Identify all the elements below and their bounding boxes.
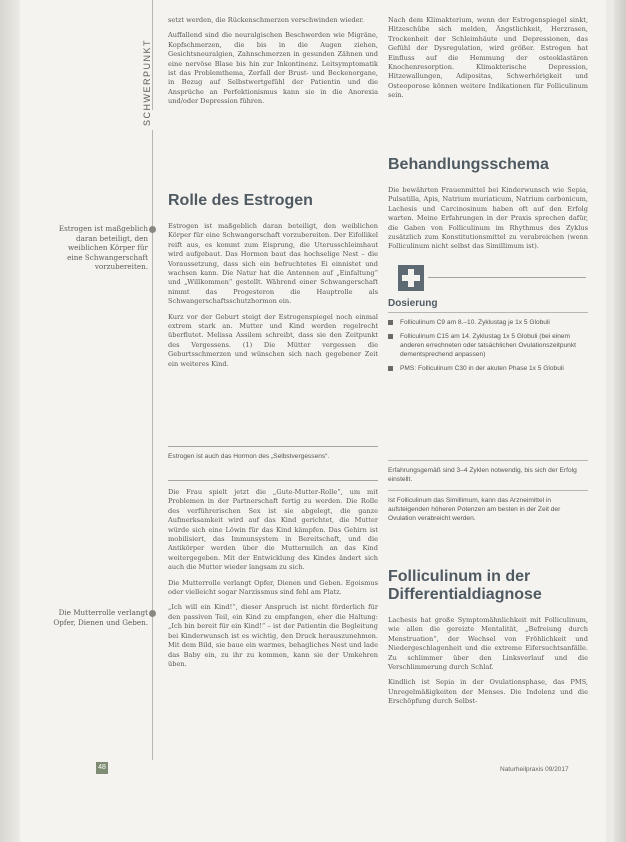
square-bullet-icon xyxy=(388,366,393,371)
callout-rule-top xyxy=(168,446,378,447)
page-number: 48 xyxy=(96,762,108,774)
right-column-intro xyxy=(388,16,588,107)
heading-rolle-des-estrogen: Rolle des Estrogen xyxy=(168,192,313,209)
paragraph: Die bewährten Frauenmittel bei Kinderwunsch wie Sepia, Pulsatilla, Apis, Natrium muriaticum, Natrium carbonicum, Lachesis und Carcinosinum haben oft auf den Erfolg warten. Meine Erfahrungen in der Praxis sprechen dafür, die Gaben von Folliculinum im Rhythmus des Zyklus zusätzlich zum Konstitutionsmittel zu verabreichen (wenn Folliculinum nicht selbst das Simillimum ist). xyxy=(388,186,588,251)
dosage-rule xyxy=(388,312,588,313)
dosage-rule xyxy=(388,460,588,461)
paragraph: setzt werden, die Rückenschmerzen verschwinden wieder. xyxy=(168,16,365,24)
page-edge-shadow xyxy=(614,0,626,842)
paragraph: Kurz vor der Geburt steigt der Estrogenspiegel noch einmal extrem stark an. Mutter und Kind werden regelrecht überflutet. Melissa Assilem schreibt, dass sie den Zeitpunkt des Vergessens. (1) Die Mütter vergessen die Geburtsschmerzen und wünschen sich nach gegebener Zeit ein weiteres Kind. xyxy=(168,312,378,368)
dosage-note: Ist Folliculinum das Simillimum, kann das Arzneimittel in aufsteigenden höheren Potenzen am besten in der Zeit der Ovulation verabreicht werden. xyxy=(388,497,561,522)
margin-note-marker xyxy=(149,226,156,233)
heading-dosierung: Dosierung xyxy=(388,298,438,309)
paragraph: Nach dem Klimakterium, wenn der Estrogenspiegel sinkt, Hitzeschübe sich melden, Ängstlichkeit, Herzrasen, Trockenheit der Schleimhäute und Depressionen, das Gefühl der Dysregulation, wird größer. Estrogen hat Einfluss auf die Hemmung der osteoklastären Knochenresorption. Klimakterische Depression, Hitzewallungen, Adipositas, Schwerhörigkeit und Osteoporose können weitere Indikationen für Folliculinum sein. xyxy=(388,16,588,100)
margin-note-marker xyxy=(149,610,156,617)
paragraph: Die Mutterrolle verlangt Opfer, Dienen und Geben. Egoismus oder vielleicht sogar Narzissmus sind fehl am Platz. xyxy=(168,578,378,597)
footer-text: Naturheilpraxis 09/2017 xyxy=(500,766,569,773)
side-rule-top xyxy=(152,0,153,110)
list-item: Folliculinum C15 am 14. Zyklustag 1x 5 Globuli (bei einem anderen errechneten oder tatsächlichen Ovulationszeitpunkt dementsprechend anpassen) xyxy=(388,332,588,359)
left-column-after xyxy=(168,488,378,675)
pull-quote: Estrogen ist auch das Hormon des „Selbstvergessens“. xyxy=(168,453,330,460)
margin-note-estrogen: Estrogen ist maßgeblich daran beteiligt, den weiblichen Körper für eine Schwangerschaft vorzubereiten. xyxy=(58,224,148,272)
heading-differentialdiagnose: Folliculinum in der Differentialdiagnose xyxy=(388,568,542,603)
list-item: Folliculinum C9 am 8.–10. Zyklustag je 1x 5 Globuli xyxy=(388,318,588,327)
section-tag: SCHWERPUNKT xyxy=(142,38,152,126)
paragraph: Estrogen ist maßgeblich daran beteiligt, den weiblichen Körper für eine Schwangerschaft vorzubereiten. Der Eifollikel reift aus, es kommt zum Eisprung, die Uterusschleimhaut wird aufgebaut. Das Hormon baut das hochselige Nest – die Voraussetzung, dass sich ein befruchtetes Ei einnistet und wachsen kann. Die Natur hat die Antennen auf „Einfaltung“ und „Willkommen“ gestellt. Während einer Schwangerschaft nimmt das Progesteron die Hauptrolle als Schwangerschaftsschutzhormon ein. xyxy=(168,222,378,306)
callout-rule-bottom xyxy=(168,480,378,481)
dosage-list xyxy=(388,318,588,373)
list-item: PMS: Folliculinum C30 in der akuten Phase 1x 5 Globuli xyxy=(388,364,588,373)
paragraph: Lachesis hat große Symptomähnlichkeit mit Folliculinum, wie allen die gereizte Mentalität, „Befreiung durch Menstruation“, der Wechsel von Fröhlichkeit und Niedergeschlagenheit und die extreme Eifersuchtsanfälle. Zu schlimmer über den Linksverlauf und die Verschlimmerung durch Schlaf. xyxy=(388,616,588,672)
dosage-list-block xyxy=(388,318,588,378)
dosage-rule xyxy=(388,490,588,491)
paragraph: Kindlich ist Sepia in der Ovulationsphase, das PMS, Unregelmäßigkeiten der Menses. Die Indolenz und die Erschöpfung durch Selbst- xyxy=(388,678,588,706)
magazine-page xyxy=(20,0,606,842)
plus-icon xyxy=(398,265,424,291)
paragraph: Die Frau spielt jetzt die „Gute-Mutter-Rolle“, um mit Problemen in der Partnerschaft fertig zu werden. Die Rolle des verführerischen Sex ist sie abgelegt, die ganze Aufmerksamkeit wird auf das Kind gerichtet, die Mutter würde sich eine Löwin für das Kind kämpfen. Das Gehirn ist mobilisiert, das Immunsystem in Bereitschaft, und die Antikörper werden über die Muttermilch an das Kind weitergegeben. Mit der Entwicklung des Kindes ändert sich auch die Mutter wieder langsam zu sich. xyxy=(168,488,378,572)
left-column-body xyxy=(168,222,378,375)
behandlung-text-block xyxy=(388,186,588,258)
left-column-intro xyxy=(168,16,378,113)
page-gutter-shadow xyxy=(0,0,20,842)
square-bullet-icon xyxy=(388,334,393,339)
diff-text-block xyxy=(388,616,588,713)
square-bullet-icon xyxy=(388,320,393,325)
margin-note-mutterrolle: Die Mutterrolle verlangt Opfer, Dienen und Geben. xyxy=(53,608,148,627)
side-rule-main xyxy=(152,130,153,760)
paragraph: Auffallend sind die neuralgischen Beschwerden wie Migräne, Kopfschmerzen, die bis in die Augen ziehen, Gesichtsneuralgien, Zahnschmerzen in gesunden Zähnen und eine nervöse Blase bis hin zur Inkontinenz. Leitsymptomatik ist das Problemthema, Zerfall der Brust- und Beckenorgane, in Bezug auf Selbstwertgefühl der Patientin und die Ansprüche an Perfektionismus kann sie in die Anorexia und/oder Depression führen. xyxy=(168,31,378,106)
paragraph: „Ich will ein Kind!“, dieser Anspruch ist nicht förderlich für den passiven Teil, ein Kind zu empfangen, eher die Haltung: „Ich bin bereit für ein Kind!“ – ist der Patientin die Begleitung bei Kinderwunsch ist es wichtig, den Druck herauszunehmen. Mit dem Bild, sie baue ein warmes, behagliches Nest und lade das Baby ein, zu ihr zu kommen, kann sie der Umkehren üben. xyxy=(168,603,378,668)
plus-divider xyxy=(428,277,586,278)
heading-behandlungsschema: Behandlungsschema xyxy=(388,156,549,173)
dosage-note: Erfahrungsgemäß sind 3–4 Zyklen notwendig, bis sich der Erfolg einstellt. xyxy=(388,467,577,483)
